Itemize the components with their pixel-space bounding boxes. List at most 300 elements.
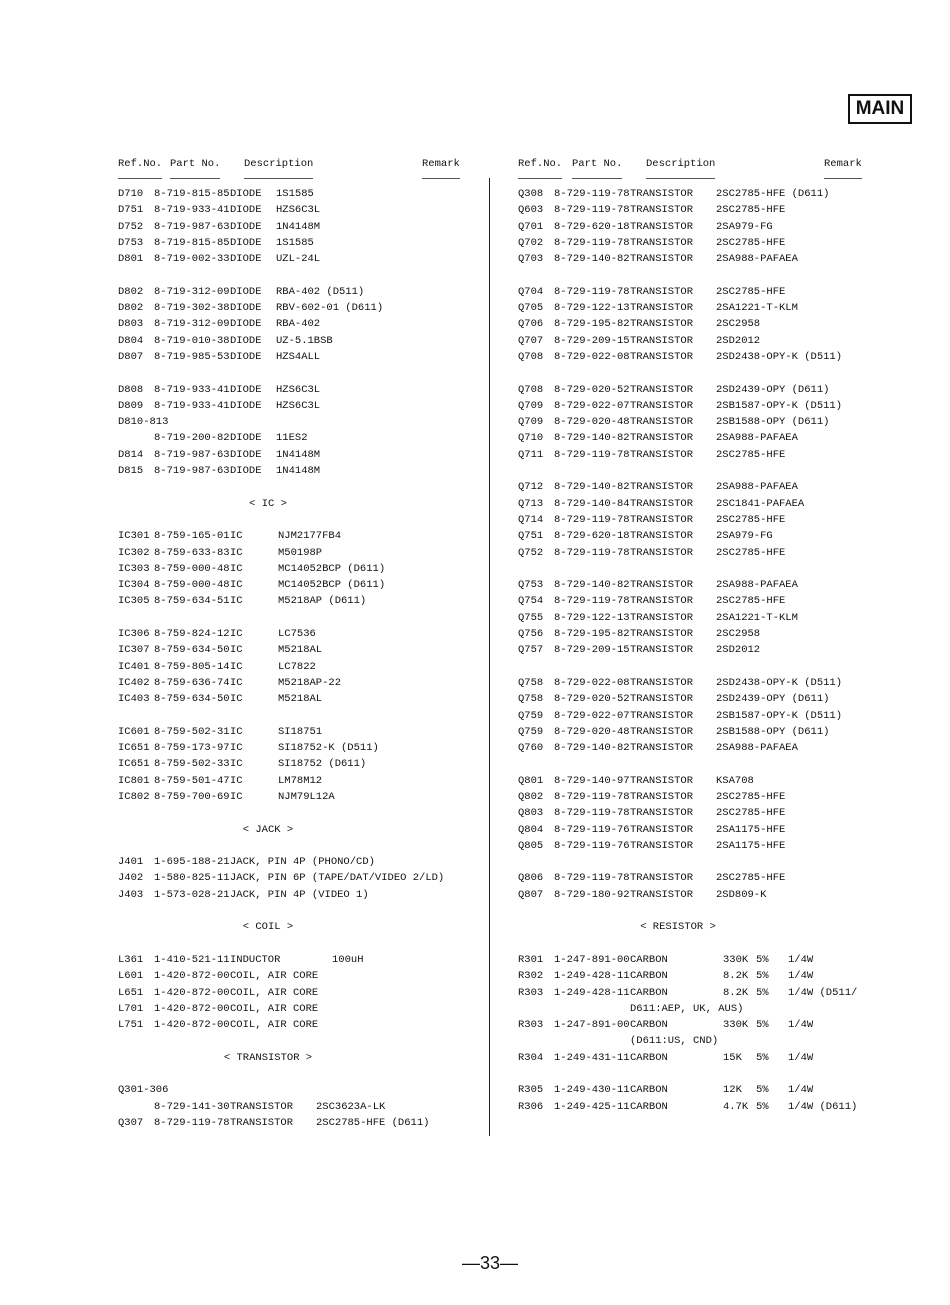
description: TRANSISTOR	[630, 220, 694, 233]
spec: 2SB1587-OPY-K (D511)	[716, 399, 843, 412]
resistance: 4.7K	[723, 1100, 749, 1113]
part-no: 8-729-119-78	[554, 285, 630, 298]
parts-row	[118, 1115, 478, 1131]
description: DIODE	[230, 399, 262, 412]
ref-no: Q804	[518, 823, 544, 836]
part-no: 8-729-119-78	[154, 1116, 230, 1129]
spec: 2SC2785-HFE	[716, 448, 786, 461]
description: TRANSISTOR	[630, 350, 694, 363]
resistance: 330K	[723, 953, 749, 966]
spec: 2SA1221-T-KLM	[716, 302, 798, 315]
ref-no: Q758	[518, 693, 544, 706]
description: IC	[230, 579, 243, 592]
ref-no: D809	[118, 399, 144, 412]
ref-no: Q756	[518, 628, 544, 641]
part-no: 8-719-987-63	[154, 220, 230, 233]
wattage: 1/4W	[788, 1051, 814, 1064]
ref-no: D802	[118, 302, 144, 315]
spec: 1N4148M	[276, 220, 321, 233]
parts-row	[118, 642, 478, 658]
part-no: 8-729-022-07	[554, 399, 630, 412]
right-parts-column	[518, 158, 878, 1115]
description-header: Description	[244, 158, 314, 170]
parts-row	[118, 1017, 478, 1033]
left-parts-column	[118, 158, 478, 1131]
parts-row	[518, 333, 878, 349]
description: DIODE	[230, 188, 262, 200]
spec: 2SA1175-HFE	[716, 823, 786, 836]
ref-no: IC402	[118, 676, 150, 689]
spec: MC14052BCP (D611)	[278, 562, 386, 575]
spec: LC7536	[278, 628, 316, 641]
spec: HZS6C3L	[276, 204, 321, 217]
part-no: 8-719-815-85	[154, 188, 230, 200]
description: TRANSISTOR	[630, 399, 694, 412]
description: DIODE	[230, 236, 262, 249]
ref-no: Q703	[518, 253, 544, 266]
ref-no: J402	[118, 872, 144, 885]
parts-row	[118, 1001, 478, 1017]
description: COIL, AIR CORE	[230, 970, 319, 983]
spec: RBV-602-01 (D611)	[276, 302, 384, 315]
parts-row	[118, 1099, 478, 1115]
main-section-badge: MAIN	[848, 94, 912, 124]
description: TRANSISTOR	[630, 595, 694, 608]
part-no: 8-729-195-82	[554, 628, 630, 641]
parts-row	[118, 887, 478, 903]
spec: 2SA1175-HFE	[716, 839, 786, 852]
ref-no: R306	[518, 1100, 544, 1113]
spec: 2SD2439-OPY (D611)	[716, 693, 830, 706]
description: IC	[230, 644, 243, 657]
spec: HZS4ALL	[276, 350, 321, 363]
description: TRANSISTOR	[630, 725, 694, 738]
part-no: 8-759-805-14	[154, 660, 230, 673]
part-no: 8-729-020-48	[554, 725, 630, 738]
parts-row	[518, 447, 878, 463]
wattage: 1/4W	[788, 953, 814, 966]
left-column-header	[118, 158, 478, 186]
ref-no: Q751	[518, 530, 544, 543]
part-no: 8-719-987-63	[154, 448, 230, 461]
ref-no: IC401	[118, 660, 150, 673]
parts-row	[118, 724, 478, 740]
part-no: 8-729-140-82	[554, 742, 630, 755]
transistor-list-left	[118, 1082, 478, 1131]
description: IC	[230, 628, 243, 641]
description: CARBON	[630, 1051, 668, 1064]
ref-no-header: Ref.No.	[518, 158, 563, 170]
description: TRANSISTOR	[630, 709, 694, 722]
parts-row	[118, 593, 478, 609]
parts-row	[118, 675, 478, 691]
description: COIL, AIR CORE	[230, 1002, 319, 1015]
ref-no: Q709	[518, 399, 544, 412]
description: TRANSISTOR	[630, 432, 694, 445]
part-no: 8-759-165-01	[154, 530, 230, 543]
parts-row	[518, 1017, 878, 1033]
spec: SI18751	[278, 725, 323, 738]
jack-list	[118, 854, 478, 903]
description: IC	[230, 660, 243, 673]
part-no: 8-759-502-33	[154, 758, 230, 771]
parts-row	[118, 300, 478, 316]
ref-no: IC304	[118, 579, 150, 592]
part-no: 8-729-119-78	[554, 236, 630, 249]
part-no: 8-729-119-78	[554, 807, 630, 820]
ref-no: IC307	[118, 644, 150, 657]
ref-no: D810-813	[118, 416, 169, 429]
part-no: 8-719-312-09	[154, 285, 230, 298]
description-header: Description	[646, 158, 716, 170]
part-no: 8-729-141-30	[154, 1100, 230, 1113]
spec: 2SC2785-HFE	[716, 807, 786, 820]
parts-row	[518, 789, 878, 805]
ref-no: L701	[118, 1002, 144, 1015]
parts-row	[518, 316, 878, 332]
ref-no: Q806	[518, 872, 544, 885]
parts-row	[518, 496, 878, 512]
ref-no: Q759	[518, 725, 544, 738]
ref-no: IC601	[118, 725, 150, 738]
tolerance: 5%	[756, 970, 769, 983]
part-no: 1-573-028-21	[154, 888, 230, 901]
part-no: 1-249-428-11	[554, 986, 630, 999]
spec: 2SB1588-OPY (D611)	[716, 725, 830, 738]
description: TRANSISTOR	[630, 302, 694, 315]
spec: 2SB1588-OPY (D611)	[716, 416, 830, 429]
spec: M50198P	[278, 546, 323, 559]
part-no: 8-729-620-18	[554, 530, 630, 543]
parts-row	[518, 593, 878, 609]
parts-row	[518, 838, 878, 854]
description: TRANSISTOR	[630, 513, 694, 526]
wattage: 1/4W	[788, 970, 814, 983]
spec: RBA-402	[276, 318, 321, 331]
description: IC	[230, 676, 243, 689]
part-no: 8-759-000-48	[154, 579, 230, 592]
parts-row	[518, 398, 878, 414]
part-no: 8-759-633-83	[154, 546, 230, 559]
part-no: 8-729-140-82	[554, 579, 630, 592]
ref-no: IC306	[118, 628, 150, 641]
part-no: 8-729-209-15	[554, 644, 630, 657]
parts-row	[118, 251, 478, 267]
ref-no: J403	[118, 888, 144, 901]
parts-row	[518, 284, 878, 300]
ref-no: L601	[118, 970, 144, 983]
parts-row-note	[518, 1033, 878, 1049]
part-no: 8-729-119-78	[554, 546, 630, 559]
part-no: 8-729-180-92	[554, 888, 630, 901]
description: COIL, AIR CORE	[230, 986, 319, 999]
spec: 11ES2	[276, 432, 308, 445]
coil-section-title: < COIL >	[242, 921, 294, 934]
description: TRANSISTOR	[630, 530, 694, 543]
ref-no: R301	[518, 953, 544, 966]
parts-row	[118, 528, 478, 544]
parts-row	[118, 186, 478, 202]
description: DIODE	[230, 334, 262, 347]
wattage: 1/4W (D511/	[788, 986, 858, 999]
description: TRANSISTOR	[630, 285, 694, 298]
part-no: 8-759-501-47	[154, 774, 230, 787]
parts-row	[118, 756, 478, 772]
part-no: 8-719-010-38	[154, 334, 230, 347]
ref-no: IC403	[118, 693, 150, 706]
spec: 1S1585	[276, 188, 314, 200]
jack-section-title: < JACK >	[242, 823, 294, 836]
description: CARBON	[630, 986, 668, 999]
ref-no: D808	[118, 383, 144, 396]
description: TRANSISTOR	[230, 1100, 294, 1113]
parts-row	[118, 985, 478, 1001]
remark-header: Remark	[824, 158, 862, 170]
parts-row	[518, 1099, 878, 1115]
description: COIL, AIR CORE	[230, 1019, 319, 1032]
ref-no: D710	[118, 188, 144, 200]
ref-no: R305	[518, 1084, 544, 1097]
part-no: 8-719-933-41	[154, 383, 230, 396]
description: TRANSISTOR	[630, 481, 694, 494]
ref-no: D801	[118, 253, 144, 266]
parts-row	[518, 479, 878, 495]
part-no: 8-719-815-85	[154, 236, 230, 249]
part-no: 1-410-521-11	[154, 953, 230, 966]
parts-row	[118, 952, 478, 968]
ref-no: IC801	[118, 774, 150, 787]
ref-no: Q712	[518, 481, 544, 494]
spec: UZL-24L	[276, 253, 321, 266]
resistance: 12K	[723, 1084, 742, 1097]
ref-no: IC301	[118, 530, 150, 543]
column-divider	[489, 178, 490, 1136]
part-no: 8-729-022-07	[554, 709, 630, 722]
parts-row	[518, 708, 878, 724]
description: TRANSISTOR	[630, 318, 694, 331]
description: IC	[230, 595, 243, 608]
ref-no: L651	[118, 986, 144, 999]
description: IC	[230, 693, 243, 706]
ref-no: IC303	[118, 562, 150, 575]
right-column-header	[518, 158, 878, 186]
note: D611:AEP, UK, AUS)	[630, 1002, 744, 1015]
ref-no: Q714	[518, 513, 544, 526]
wattage: 1/4W	[788, 1084, 814, 1097]
parts-row	[118, 316, 478, 332]
note: (D611:US, CND)	[630, 1035, 719, 1048]
part-no: 1-420-872-00	[154, 986, 230, 999]
parts-row	[518, 626, 878, 642]
description: TRANSISTOR	[630, 383, 694, 396]
spec: 2SA979-FG	[716, 220, 773, 233]
spec: 2SC2785-HFE	[716, 790, 786, 803]
parts-row	[518, 577, 878, 593]
parts-row	[518, 528, 878, 544]
part-no: 8-729-119-78	[554, 204, 630, 217]
part-no: 8-729-140-84	[554, 497, 630, 510]
parts-row	[518, 512, 878, 528]
part-no: 8-729-122-13	[554, 611, 630, 624]
part-no: 8-729-119-78	[554, 872, 630, 885]
description: TRANSISTOR	[630, 872, 694, 885]
ref-no: L751	[118, 1019, 144, 1032]
parts-row	[518, 545, 878, 561]
resistor-list	[518, 952, 878, 1115]
parts-row	[518, 985, 878, 1001]
tolerance: 5%	[756, 986, 769, 999]
ref-no: Q803	[518, 807, 544, 820]
part-no: 8-729-119-78	[554, 188, 630, 200]
ref-no: Q702	[518, 236, 544, 249]
tolerance: 5%	[756, 1019, 769, 1032]
spec: 2SC2785-HFE	[716, 872, 786, 885]
parts-row	[518, 300, 878, 316]
wattage: 1/4W (D611)	[788, 1100, 858, 1113]
description: CARBON	[630, 1019, 668, 1032]
description: JACK, PIN 4P (VIDEO 1)	[230, 888, 369, 901]
description: DIODE	[230, 253, 262, 266]
spec: UZ-5.1BSB	[276, 334, 333, 347]
ref-no: D751	[118, 204, 144, 217]
description: INDUCTOR	[230, 953, 281, 966]
description: TRANSISTOR	[630, 790, 694, 803]
spec: 2SA1221-T-KLM	[716, 611, 798, 624]
spec: 2SD809-K	[716, 888, 767, 901]
description: TRANSISTOR	[630, 839, 694, 852]
parts-row	[118, 691, 478, 707]
part-no: 8-729-620-18	[554, 220, 630, 233]
spec: SI18752 (D611)	[278, 758, 367, 771]
spec: 1N4148M	[276, 465, 321, 478]
part-no: 8-729-119-76	[554, 839, 630, 852]
spec: 1S1585	[276, 236, 314, 249]
part-no: 8-729-195-82	[554, 318, 630, 331]
spec: M5218AP (D611)	[278, 595, 367, 608]
spec: 2SD2012	[716, 334, 761, 347]
description: DIODE	[230, 204, 262, 217]
parts-row	[118, 561, 478, 577]
description: TRANSISTOR	[630, 628, 694, 641]
part-no: 1-247-891-00	[554, 1019, 630, 1032]
part-no: 8-719-933-41	[154, 399, 230, 412]
spec: 2SC2958	[716, 318, 761, 331]
description: JACK, PIN 6P (TAPE/DAT/VIDEO 2/LD)	[230, 872, 445, 885]
ref-no: D752	[118, 220, 144, 233]
ref-no: R302	[518, 970, 544, 983]
ref-no: D753	[118, 236, 144, 249]
spec: 2SC3623A-LK	[316, 1100, 386, 1113]
ref-no: Q752	[518, 546, 544, 559]
parts-row	[518, 1050, 878, 1066]
remark-header: Remark	[422, 158, 460, 170]
part-no: 8-719-002-33	[154, 253, 230, 266]
part-no: 8-729-209-15	[554, 334, 630, 347]
parts-row	[118, 870, 478, 886]
transistor-list-right	[518, 186, 878, 903]
part-no: 8-719-933-41	[154, 204, 230, 217]
description: TRANSISTOR	[630, 497, 694, 510]
spec: SI18752-K (D511)	[278, 742, 379, 755]
ref-no: IC305	[118, 595, 150, 608]
ref-no: R303	[518, 1019, 544, 1032]
parts-row	[118, 577, 478, 593]
ref-no: Q807	[518, 888, 544, 901]
ref-no: IC802	[118, 790, 150, 803]
ref-no: D803	[118, 318, 144, 331]
description: DIODE	[230, 220, 262, 233]
wattage: 1/4W	[788, 1019, 814, 1032]
spec: 2SC2785-HFE	[716, 204, 786, 217]
spec: LM78M12	[278, 774, 323, 787]
description: DIODE	[230, 302, 262, 315]
spec: 2SA988-PAFAEA	[716, 253, 798, 266]
description: DIODE	[230, 285, 262, 298]
description: IC	[230, 725, 243, 738]
part-no: 8-759-502-31	[154, 725, 230, 738]
ref-no: Q805	[518, 839, 544, 852]
tolerance: 5%	[756, 1051, 769, 1064]
resistance: 330K	[723, 1019, 749, 1032]
ref-no: Q307	[118, 1116, 144, 1129]
parts-row	[518, 430, 878, 446]
parts-row	[518, 1082, 878, 1098]
parts-row	[518, 251, 878, 267]
part-no: 8-729-119-78	[554, 595, 630, 608]
ref-no: Q708	[518, 383, 544, 396]
parts-row	[518, 414, 878, 430]
parts-row	[518, 349, 878, 365]
part-no: 8-729-119-76	[554, 823, 630, 836]
part-no: 8-729-022-08	[554, 350, 630, 363]
ref-no: Q701	[518, 220, 544, 233]
ref-no: Q705	[518, 302, 544, 315]
spec: HZS6C3L	[276, 383, 321, 396]
parts-row-note	[518, 1001, 878, 1017]
tolerance: 5%	[756, 1100, 769, 1113]
tolerance: 5%	[756, 953, 769, 966]
diode-list	[118, 186, 478, 479]
parts-row	[118, 854, 478, 870]
parts-row	[118, 1082, 478, 1098]
part-no: 8-729-140-82	[554, 481, 630, 494]
part-no: 1-249-425-11	[554, 1100, 630, 1113]
spec: 1N4148M	[276, 448, 321, 461]
part-no: 8-729-022-08	[554, 676, 630, 689]
part-no: 8-719-302-38	[154, 302, 230, 315]
spec: MC14052BCP (D611)	[278, 579, 386, 592]
part-no: 8-719-312-09	[154, 318, 230, 331]
spec: HZS6C3L	[276, 399, 321, 412]
part-no: 1-249-431-11	[554, 1051, 630, 1064]
spec: 2SD2439-OPY (D611)	[716, 383, 830, 396]
description: JACK, PIN 4P (PHONO/CD)	[230, 856, 375, 869]
description: TRANSISTOR	[630, 774, 694, 787]
ref-no: L361	[118, 953, 144, 966]
ref-no: Q710	[518, 432, 544, 445]
part-no: 1-420-872-00	[154, 1002, 230, 1015]
spec: 2SC2785-HFE	[716, 236, 786, 249]
part-no: 8-759-634-51	[154, 595, 230, 608]
parts-row	[518, 740, 878, 756]
description: IC	[230, 742, 243, 755]
description: CARBON	[630, 953, 668, 966]
parts-row	[118, 414, 478, 430]
parts-row	[118, 284, 478, 300]
parts-row	[518, 887, 878, 903]
part-no: 8-729-122-13	[554, 302, 630, 315]
ref-no: Q706	[518, 318, 544, 331]
